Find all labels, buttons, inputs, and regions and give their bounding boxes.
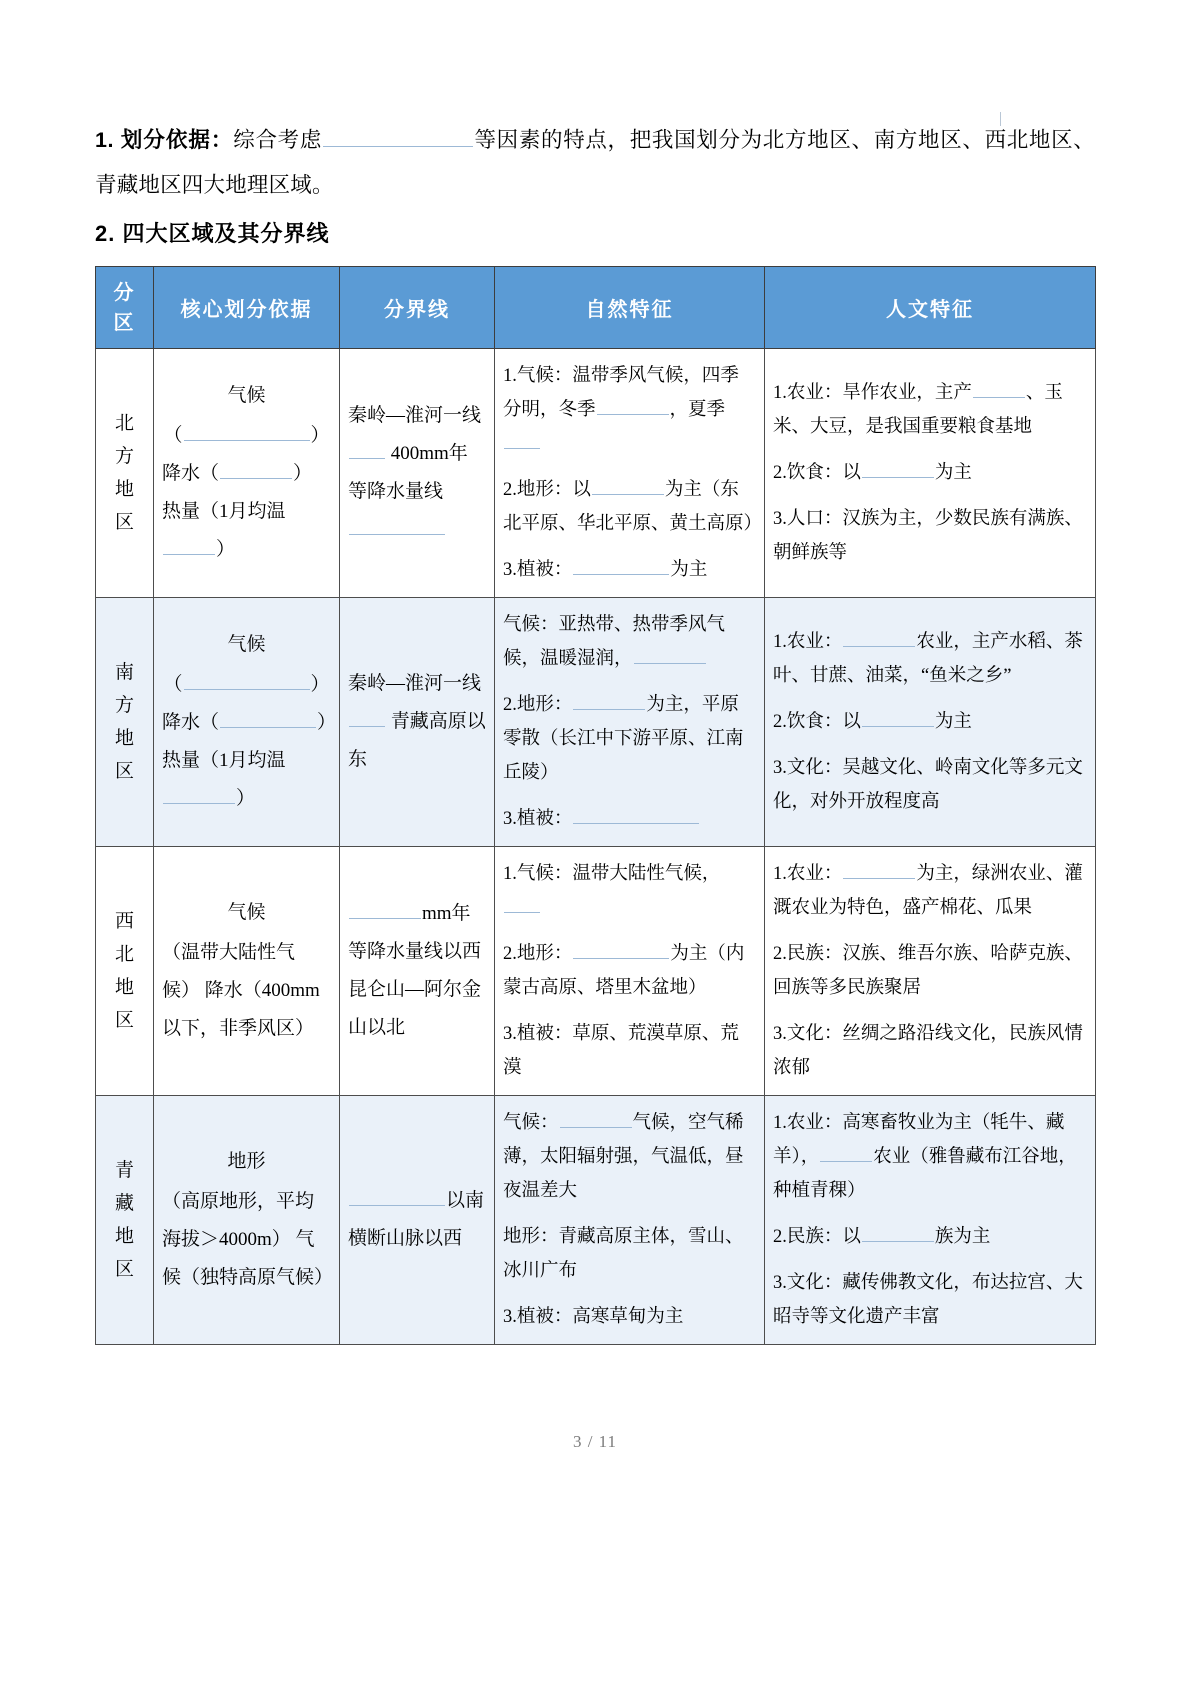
fill-blank[interactable]: [862, 1222, 934, 1242]
boundary-text: 以南: [446, 1190, 485, 1211]
criteria-line-2: [162, 712, 327, 809]
fill-blank[interactable]: [220, 458, 292, 479]
boundary-line-2: 横断山脉以西: [348, 1228, 463, 1249]
fill-blank[interactable]: [820, 1142, 872, 1162]
natural-item: [503, 359, 756, 461]
criteria-title: 气候: [227, 902, 266, 923]
item-number: 3.: [773, 1024, 787, 1044]
cell-region-name: [96, 598, 154, 847]
item-number: 2.: [773, 712, 787, 732]
natural-item: [503, 857, 756, 925]
fill-blank[interactable]: [597, 395, 669, 415]
fill-blank[interactable]: [349, 514, 445, 535]
region-char: 地: [114, 1226, 134, 1247]
item-label: 文化：: [786, 1273, 843, 1293]
item-number: 1.: [773, 632, 787, 652]
item-label: 气候：: [503, 615, 559, 635]
table-row: [96, 847, 1096, 1096]
boundary-text: 400mm年等降水量线: [348, 443, 468, 502]
boundary-text: mm年等降水量线以西昆仑山—阿尔金山以北: [348, 903, 482, 1038]
item-label: 文化：: [786, 1024, 843, 1044]
region-char: 西: [114, 911, 134, 932]
region-char: 藏: [114, 1193, 134, 1214]
fill-blank[interactable]: [504, 429, 540, 449]
item-text: 藏传佛教文化，布达拉宫、大昭寺等文化遗产丰富: [773, 1273, 1083, 1327]
natural-item: [503, 553, 756, 587]
page-number: 3 / 11: [572, 1432, 618, 1451]
item-text: 汉族为主，少数民族有满族、朝鲜族等: [773, 509, 1083, 563]
criteria-line-1: [162, 666, 331, 704]
item-number: 3.: [773, 1273, 787, 1293]
item-number: 3.: [503, 1307, 517, 1327]
section-1-text-after-blank: 等因素的特点，把我国划分为北方地区、南方地区、西北地区、青藏地区四大地理区域。: [95, 128, 1095, 197]
item-text: 为主，平原零散（长江中下游平原、江南丘陵）: [503, 695, 744, 783]
fill-blank[interactable]: [560, 1108, 632, 1128]
fill-blank[interactable]: [349, 438, 385, 459]
fill-blank[interactable]: [163, 783, 235, 804]
criteria-line-1: （高原地形，平均海拔＞4000m）: [162, 1191, 315, 1250]
criteria-paren-close: ）: [310, 425, 330, 446]
item-label: 人口：: [786, 509, 843, 529]
item-label: 地形：: [516, 480, 573, 500]
item-text: 为主，绿洲农业、灌溉农业为特色，盛产棉花、瓜果: [773, 864, 1083, 918]
natural-item: [503, 608, 756, 676]
item-number: 3.: [503, 560, 517, 580]
item-text: 温带大陆性气候，: [572, 864, 721, 884]
natural-item: [503, 802, 756, 836]
natural-item: [503, 1106, 756, 1208]
fill-blank[interactable]: [163, 534, 215, 555]
item-label: 气候：: [503, 1113, 559, 1133]
item-text: 温带季风气候，四季分明，冬季: [503, 366, 739, 420]
item-text: 旱作农业，主产: [842, 383, 972, 403]
item-text: 高寒草甸为主: [572, 1307, 684, 1327]
cell-boundary: [340, 1096, 495, 1345]
human-item: [773, 705, 1087, 739]
item-text: 族为主: [934, 1227, 991, 1247]
item-number: 3.: [503, 809, 517, 829]
cell-human-features: [765, 1096, 1096, 1345]
region-char: 地: [114, 479, 134, 500]
fill-blank[interactable]: [862, 458, 934, 478]
item-number: 1.: [503, 366, 517, 386]
cell-boundary: [340, 847, 495, 1096]
fill-blank[interactable]: [573, 804, 699, 824]
item-number: 3.: [773, 758, 787, 778]
criteria-line-2: 气候（独特高原气候）: [162, 1229, 334, 1288]
region-char: 地: [114, 977, 134, 998]
criteria-precip-label: 降水（: [162, 712, 220, 733]
region-char: 南: [114, 662, 134, 683]
natural-item: [503, 1300, 756, 1334]
region-char: 区: [114, 1010, 134, 1031]
item-label: 气候：: [516, 366, 573, 386]
region-char: 方: [114, 446, 134, 467]
region-char: 北: [114, 944, 134, 965]
item-number: 1.: [503, 864, 517, 884]
boundary-line-1: 秦岭—淮河一线: [348, 673, 482, 694]
item-text: 高寒畜牧业为主（牦牛、藏羊），: [773, 1113, 1065, 1167]
item-label: 民族：: [786, 1227, 843, 1247]
criteria-paren-open: （: [163, 674, 183, 695]
item-text: 亚热带、热带季风气候，温暖湿润，: [503, 615, 726, 669]
boundary-line-2: 青藏高原以东: [348, 711, 486, 770]
item-number: 2.: [773, 1227, 787, 1247]
item-label: 农业：: [786, 1113, 843, 1133]
fill-blank[interactable]: [843, 859, 915, 879]
item-number: 1.: [773, 1113, 787, 1133]
fill-blank[interactable]: [862, 707, 934, 727]
natural-item: [503, 473, 763, 541]
item-text: 青藏高原主体，雪山、冰川广布: [503, 1227, 744, 1281]
item-label: 民族：: [786, 944, 843, 964]
human-item: [773, 1106, 1087, 1208]
section-1-paragraph: [95, 118, 1095, 208]
column-header-human: 人文特征: [765, 267, 1096, 349]
natural-item: [503, 1017, 756, 1085]
item-text: 以: [572, 480, 591, 500]
fill-blank[interactable]: [184, 420, 310, 441]
table-row: [96, 1096, 1096, 1345]
region-char: 地: [114, 728, 134, 749]
item-label: 地形：: [516, 944, 573, 964]
human-item: [773, 376, 1087, 444]
item-label: 文化：: [786, 758, 843, 778]
item-text: 以: [842, 1227, 861, 1247]
item-label: 农业：: [786, 632, 843, 652]
column-header-region: 分区: [96, 267, 154, 349]
item-label: 地形：: [516, 695, 573, 715]
criteria-precip-label: 降水（: [162, 463, 220, 484]
item-number: 1.: [773, 864, 787, 884]
item-number: 2.: [773, 463, 787, 483]
fill-blank[interactable]: [843, 627, 915, 647]
fill-blank[interactable]: [220, 707, 316, 728]
item-text: 为主: [670, 560, 708, 580]
cell-region-name: [96, 1096, 154, 1345]
fill-blank[interactable]: [349, 706, 385, 727]
cell-boundary: [340, 349, 495, 598]
item-label: 饮食：: [786, 712, 843, 732]
criteria-line-2: [162, 463, 312, 560]
fill-blank[interactable]: [504, 893, 540, 913]
human-item: [773, 502, 1087, 570]
fill-blank[interactable]: [323, 123, 473, 147]
item-number: 2.: [503, 480, 517, 500]
criteria-paren-close-2: ）: [236, 788, 256, 809]
table-header-row: [96, 267, 1096, 349]
cell-natural-features: [495, 847, 765, 1096]
item-text: 为主（内蒙古高原、塔里木盆地）: [503, 944, 745, 998]
fill-blank[interactable]: [184, 669, 310, 690]
item-text: 丝绸之路沿线文化，民族风情浓郁: [773, 1024, 1083, 1078]
item-label: 气候：: [516, 864, 573, 884]
fill-blank[interactable]: [573, 939, 669, 959]
cell-human-features: [765, 349, 1096, 598]
cell-boundary: [340, 598, 495, 847]
cell-natural-features: [495, 349, 765, 598]
item-text: 气候，空气稀薄，太阳辐射强，气温低，昼夜温差大: [503, 1113, 744, 1201]
boundary-line-1: 秦岭—淮河一线: [348, 405, 482, 426]
cell-core-criteria: [154, 598, 340, 847]
criteria-title: 气候: [227, 385, 266, 406]
column-header-boundary: 分界线: [340, 267, 495, 349]
fill-blank[interactable]: [349, 898, 421, 919]
fill-blank[interactable]: [349, 1185, 445, 1206]
criteria-line-1: [162, 417, 331, 455]
section-1-text-before-blank: 综合考虑: [233, 128, 322, 152]
item-number: 3.: [773, 509, 787, 529]
criteria-paren-close-2: ）: [216, 539, 236, 560]
section-2-heading: 2. 四大区域及其分界线: [95, 221, 330, 246]
item-label: 饮食：: [786, 463, 843, 483]
item-label: 植被：: [516, 1307, 573, 1327]
human-item: [773, 1220, 1087, 1254]
column-header-criteria: 核心划分依据: [154, 267, 340, 349]
item-number: 3.: [503, 1024, 517, 1044]
item-label: 植被：: [516, 809, 573, 829]
fill-blank[interactable]: [973, 378, 1025, 398]
criteria-heat-label: ）热量（1月均温: [162, 712, 327, 771]
item-text: 为主: [934, 463, 972, 483]
human-item: [773, 1017, 1087, 1085]
criteria-title: 气候: [227, 634, 266, 655]
item-text: 农业（雅鲁藏布江谷地，种植青稞）: [773, 1147, 1077, 1201]
criteria-line-1: （温带大陆性气候）: [162, 942, 296, 1001]
item-label: 植被：: [516, 1024, 573, 1044]
human-item: [773, 625, 1087, 693]
fill-blank[interactable]: [592, 475, 664, 495]
region-char: 区: [114, 761, 134, 782]
section-1-lead: 1. 划分依据：: [95, 128, 234, 152]
regions-table: [95, 266, 1096, 1345]
item-number: 2.: [503, 944, 517, 964]
item-number: 2.: [503, 695, 517, 715]
region-char: 北: [114, 413, 134, 434]
item-text: 为主: [934, 712, 972, 732]
cell-core-criteria: [154, 847, 340, 1096]
item-text: 草原、荒漠草原、荒漠: [503, 1024, 739, 1078]
human-item: [773, 1266, 1087, 1334]
item-text: 汉族、维吾尔族、哈萨克族、回族等多民族聚居: [773, 944, 1083, 998]
natural-item: [503, 937, 756, 1005]
criteria-paren-open: （: [163, 425, 183, 446]
region-char: 方: [114, 695, 134, 716]
cell-region-name: [96, 349, 154, 598]
cell-natural-features: [495, 1096, 765, 1345]
criteria-paren-close: ）: [310, 674, 330, 695]
human-item: [773, 857, 1087, 925]
cell-natural-features: [495, 598, 765, 847]
human-item: [773, 456, 1087, 490]
item-text: 以: [842, 712, 861, 732]
criteria-heat-label: ）热量（1月均温: [162, 463, 313, 522]
criteria-title: 地形: [227, 1151, 266, 1172]
item-text: 、玉米、大豆，是我国重要粮食基地: [773, 383, 1063, 437]
fill-blank[interactable]: [573, 555, 669, 575]
item-text: ，夏季: [669, 400, 726, 420]
boundary-line-1: [348, 1190, 484, 1211]
item-label: 植被：: [516, 560, 573, 580]
item-text: 以: [842, 463, 861, 483]
item-text: 为主（东北平原、华北平原、黄土高原）: [503, 480, 763, 534]
item-label: 农业：: [786, 383, 843, 403]
item-label: 农业：: [786, 864, 843, 884]
item-text: 农业，主产水稻、茶叶、甘蔗、油菜，“鱼米之乡”: [773, 632, 1083, 686]
region-char: 区: [114, 512, 134, 533]
fill-blank[interactable]: [634, 644, 706, 664]
cell-human-features: [765, 598, 1096, 847]
item-text: 吴越文化、岭南文化等多元文化，对外开放程度高: [773, 758, 1083, 812]
region-char: 青: [114, 1160, 134, 1181]
region-char: 区: [114, 1259, 134, 1280]
human-item: [773, 937, 1087, 1005]
table-row: [96, 598, 1096, 847]
table-row: [96, 349, 1096, 598]
cell-region-name: [96, 847, 154, 1096]
fill-blank[interactable]: [573, 690, 645, 710]
page-content: [95, 118, 1095, 1345]
natural-item: [503, 688, 756, 790]
item-number: 2.: [773, 944, 787, 964]
human-item: [773, 751, 1087, 819]
cell-human-features: [765, 847, 1096, 1096]
item-number: 1.: [773, 383, 787, 403]
item-label: 地形：: [503, 1227, 559, 1247]
criteria-line-2: 降水（400mm以下，非季风区）: [162, 980, 320, 1039]
column-header-natural: 自然特征: [495, 267, 765, 349]
natural-item: [503, 1220, 756, 1288]
cell-core-criteria: [154, 349, 340, 598]
cell-core-criteria: [154, 1096, 340, 1345]
